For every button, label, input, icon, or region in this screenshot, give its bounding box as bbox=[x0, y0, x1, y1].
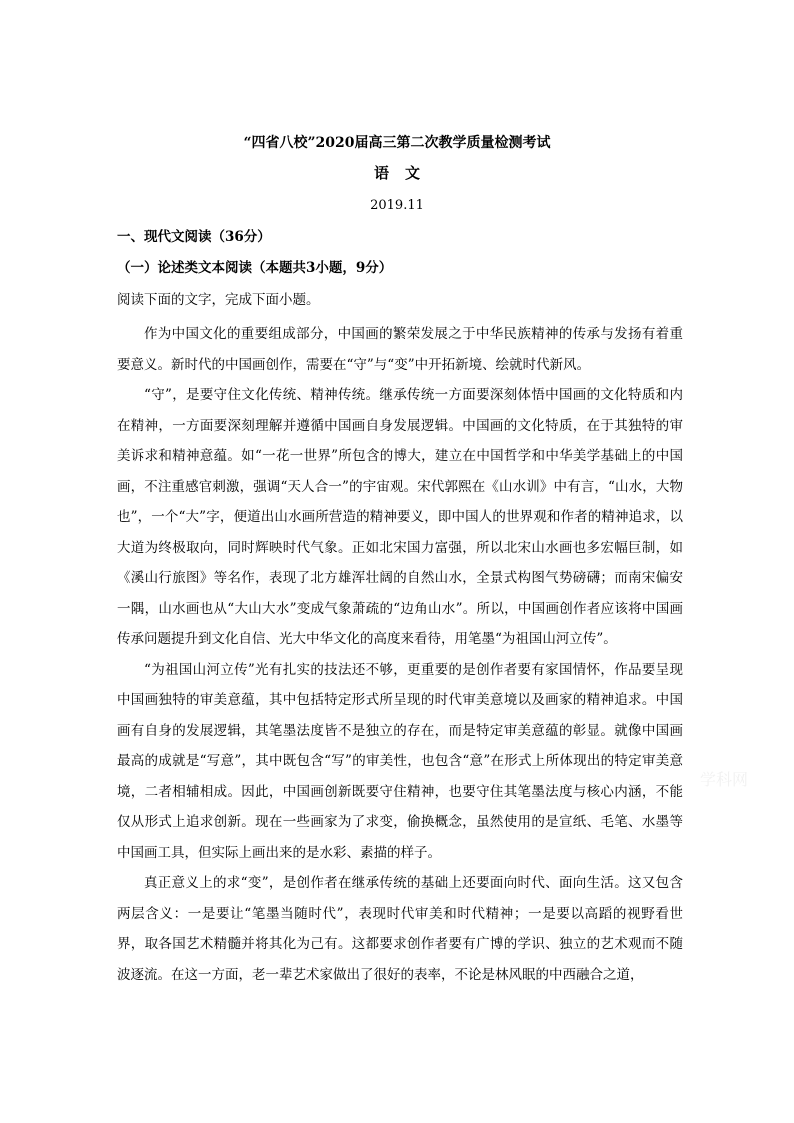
section-heading-modern-reading: 一、现代文阅读（36分） bbox=[117, 229, 271, 245]
passage-paragraph: “为祖国山河立传”光有扎实的技法还不够，更重要的是创作者要有家国情怀，作品要呈现中国画独特的审美意蕴，其中包括特定形式所呈现的时代审美意境以及画家的精神追求。中国画有自身的发展逻辑，其笔墨法度皆不是独立的存在，而是特定审美意蕴的彰显。就像中国画最高的成就是“写意”，其中既包含“写”的审美性，也包含“意”在形式上所体现出的特定审美意境，二者相辅相成。因此，中国画创新既要守住精神，也要守住其笔墨法度与核心内涵，不能仅从形式上追求创新。现在一些画家为了求变，偷换概念，虽然使用的是宣纸、毛笔、水墨等中国画工具，但实际上画出来的是水彩、素描的样子。 bbox=[117, 661, 683, 861]
exam-title: “四省八校”2020届高三第二次教学质量检测考试 bbox=[243, 135, 551, 151]
reading-instruction: 阅读下面的文字，完成下面小题。 bbox=[117, 292, 320, 308]
subject-heading: 语文 bbox=[373, 164, 436, 182]
passage-paragraph: 真正意义上的求“变”，是创作者在继承传统的基础上还要面向时代、面向生活。这又包含两层含义：一是要让“笔墨当随时代”，表现时代审美和时代精神；一是要以高蹈的视野看世界，取各国艺术精髓并将其化为己有。这都要求创作者要有广博的学识、独立的艺术观而不随波逐流。在这一方面，老一辈艺术家做出了很好的表率，不论是林风眠的中西融合之道， bbox=[117, 875, 683, 983]
exam-date: 2019.11 bbox=[370, 198, 424, 213]
subsection-heading-argumentative-reading: （一）论述类文本阅读（本题共3小题，9分） bbox=[117, 260, 393, 276]
passage-paragraph: “守”，是要守住文化传统、精神传统。继承传统一方面要深刻体悟中国画的文化特质和内在精神，一方面要深刻理解并遵循中国画自身发展逻辑。中国画的文化特质，在于其独特的审美诉求和精神意蕴。如“一花一世界”所包含的博大，建立在中国哲学和中华美学基础上的中国画，不注重感官刺激，强调“天人合一”的宇宙观。宋代郭熙在《山水训》中有言，“山水，大物也”，一个“大”字，便道出山水画所营造的精神要义，即中国人的世界观和作者的精神追求，以大道为终极取向，同时辉映时代气象。正如北宋国力富强，所以北宋山水画也多宏幅巨制，如《溪山行旅图》等名作，表现了北方雄浑壮阔的自然山水，全景式构图气势磅礴；而南宋偏安一隅，山水画也从“大山大水”变成气象萧疏的“边角山水”。所以，中国画创作者应该将中国画传承问题提升到文化自信、光大中华文化的高度来看待，用笔墨“为祖国山河立传”。 bbox=[117, 387, 683, 647]
passage-paragraph: 作为中国文化的重要组成部分，中国画的繁荣发展之于中华民族精神的传承与发扬有着重要意义。新时代的中国画创作，需要在“守”与“变”中开拓新境、绘就时代新风。 bbox=[117, 326, 683, 373]
reading-passage bbox=[117, 319, 683, 990]
watermark: 学科网 bbox=[700, 770, 749, 789]
